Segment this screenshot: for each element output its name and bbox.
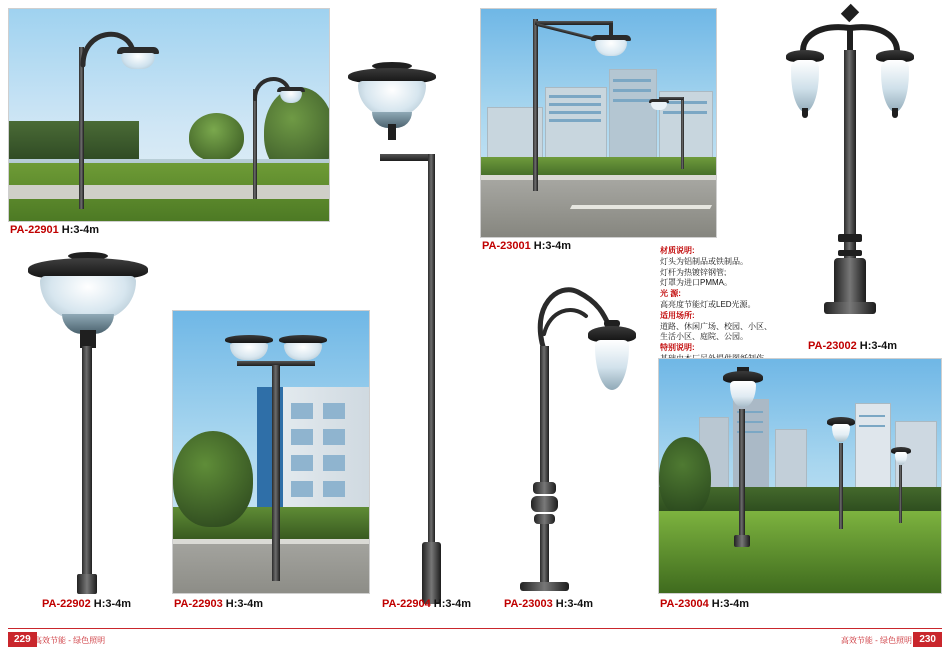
lamp-post-secondary bbox=[641, 79, 701, 169]
product-height: H:3-4m bbox=[859, 340, 898, 352]
lamp-ornament bbox=[533, 482, 556, 494]
product-drawing-pa-23003 bbox=[500, 276, 640, 600]
lamp-head-right bbox=[279, 335, 327, 367]
product-code: PA-22901 bbox=[10, 224, 59, 236]
lamp-post-secondary bbox=[817, 415, 867, 531]
lamp-head bbox=[827, 415, 855, 445]
spec-use-line: 生活小区、庭院、公园。 bbox=[660, 332, 748, 342]
product-height: H:3-4m bbox=[711, 598, 750, 610]
lamp-head bbox=[348, 62, 436, 140]
product-code: PA-22904 bbox=[382, 598, 431, 610]
lamp-pole bbox=[79, 47, 84, 209]
photo-tree bbox=[659, 437, 711, 517]
lamp-head bbox=[277, 87, 305, 107]
lamp-head bbox=[649, 99, 669, 111]
lamp-collar bbox=[838, 250, 862, 256]
spec-material-line: 灯头为铝制品或铁制品。 bbox=[660, 256, 748, 266]
spec-material-line: 灯罩为进口PMMA。 bbox=[660, 278, 732, 288]
lamp-pole bbox=[253, 89, 257, 199]
caption-pa-23004 bbox=[660, 598, 749, 610]
product-photo-pa-22901 bbox=[8, 8, 330, 222]
lamp-head bbox=[723, 367, 763, 411]
product-photo-pa-23004 bbox=[658, 358, 942, 594]
page-number-right: 230 bbox=[913, 632, 942, 647]
lamp-post-main bbox=[525, 11, 635, 191]
photo-tree bbox=[189, 113, 244, 161]
spec-note-title: 特别说明: bbox=[660, 343, 695, 353]
product-code: PA-22902 bbox=[42, 598, 91, 610]
lamp-arm bbox=[535, 21, 613, 25]
lamp-head-left bbox=[786, 50, 824, 120]
lamp-post-main bbox=[707, 367, 777, 545]
lamp-post-secondary bbox=[241, 67, 303, 197]
lamp-base bbox=[734, 535, 750, 547]
lamp-base-plate bbox=[520, 582, 569, 591]
product-code: PA-23001 bbox=[482, 240, 531, 252]
product-photo-pa-23001 bbox=[480, 8, 717, 238]
spec-light-line: 高亮度节能灯或LED光源。 bbox=[660, 299, 756, 309]
product-code: PA-23002 bbox=[808, 340, 857, 352]
lamp-pole bbox=[844, 50, 856, 258]
spec-use-title: 适用场所: bbox=[660, 310, 695, 320]
product-photo-pa-22903 bbox=[172, 310, 370, 594]
lamp-pole bbox=[82, 346, 92, 582]
lamp-head-right bbox=[876, 50, 914, 120]
lamp-pole bbox=[839, 443, 843, 529]
lamp-head bbox=[586, 320, 638, 398]
lamp-pole bbox=[428, 154, 435, 550]
lamp-post-twin bbox=[219, 321, 349, 583]
lamp-head-left bbox=[225, 335, 273, 367]
product-height: H:3-4m bbox=[533, 240, 572, 252]
lamp-head bbox=[591, 35, 631, 61]
product-code: PA-22903 bbox=[174, 598, 223, 610]
footer-divider bbox=[8, 628, 942, 629]
footer-text-left: 高效节能 - 绿色照明 bbox=[34, 636, 106, 645]
lamp-pole bbox=[681, 97, 684, 169]
caption-pa-22903 bbox=[174, 598, 263, 610]
caption-pa-23003 bbox=[504, 598, 593, 610]
lamp-pole bbox=[272, 365, 280, 581]
caption-pa-23002 bbox=[808, 340, 897, 352]
lamp-pole bbox=[739, 409, 745, 541]
lamp-base bbox=[77, 574, 97, 594]
spec-material-title: 材质说明: bbox=[660, 246, 695, 255]
footer-text-right: 高效节能 - 绿色照明 bbox=[840, 636, 912, 645]
lamp-head bbox=[28, 252, 148, 348]
lamp-arm bbox=[380, 154, 434, 161]
spec-light-title: 光 源: bbox=[660, 289, 681, 299]
product-height: H:3-4m bbox=[555, 598, 594, 610]
caption-pa-22904 bbox=[382, 598, 471, 610]
lamp-base bbox=[834, 258, 866, 306]
lamp-ornament bbox=[534, 514, 555, 524]
caption-pa-22901 bbox=[10, 224, 99, 236]
product-drawing-pa-22902 bbox=[28, 252, 148, 600]
lamp-pole-lower bbox=[540, 524, 549, 584]
product-code: PA-23004 bbox=[660, 598, 709, 610]
product-height: H:3-4m bbox=[93, 598, 132, 610]
product-height: H:3-4m bbox=[433, 598, 472, 610]
spec-use-line: 道路、休闲广场、校园、小区、 bbox=[660, 321, 772, 331]
lamp-pole bbox=[899, 465, 902, 523]
lamp-base-plate bbox=[824, 302, 876, 314]
product-drawing-pa-23002 bbox=[780, 6, 920, 326]
lamp-post-far bbox=[883, 445, 923, 525]
caption-pa-22902 bbox=[42, 598, 131, 610]
lamp-pole bbox=[533, 19, 538, 191]
spec-material-line: 灯杆为热镀锌钢管; bbox=[660, 267, 727, 277]
product-height: H:3-4m bbox=[61, 224, 100, 236]
lamp-head bbox=[891, 445, 911, 467]
lamp-pole bbox=[540, 346, 549, 486]
photo-lane-marking bbox=[570, 205, 712, 209]
caption-pa-23001 bbox=[482, 240, 571, 252]
lamp-head bbox=[117, 47, 159, 73]
product-code: PA-23003 bbox=[504, 598, 553, 610]
lamp-post-main bbox=[61, 19, 151, 209]
product-height: H:3-4m bbox=[225, 598, 264, 610]
lamp-ornament bbox=[531, 496, 558, 512]
lamp-collar bbox=[838, 234, 862, 242]
lamp-base bbox=[422, 542, 441, 604]
page-number-left: 229 bbox=[8, 632, 37, 647]
lamp-brace bbox=[536, 23, 593, 40]
